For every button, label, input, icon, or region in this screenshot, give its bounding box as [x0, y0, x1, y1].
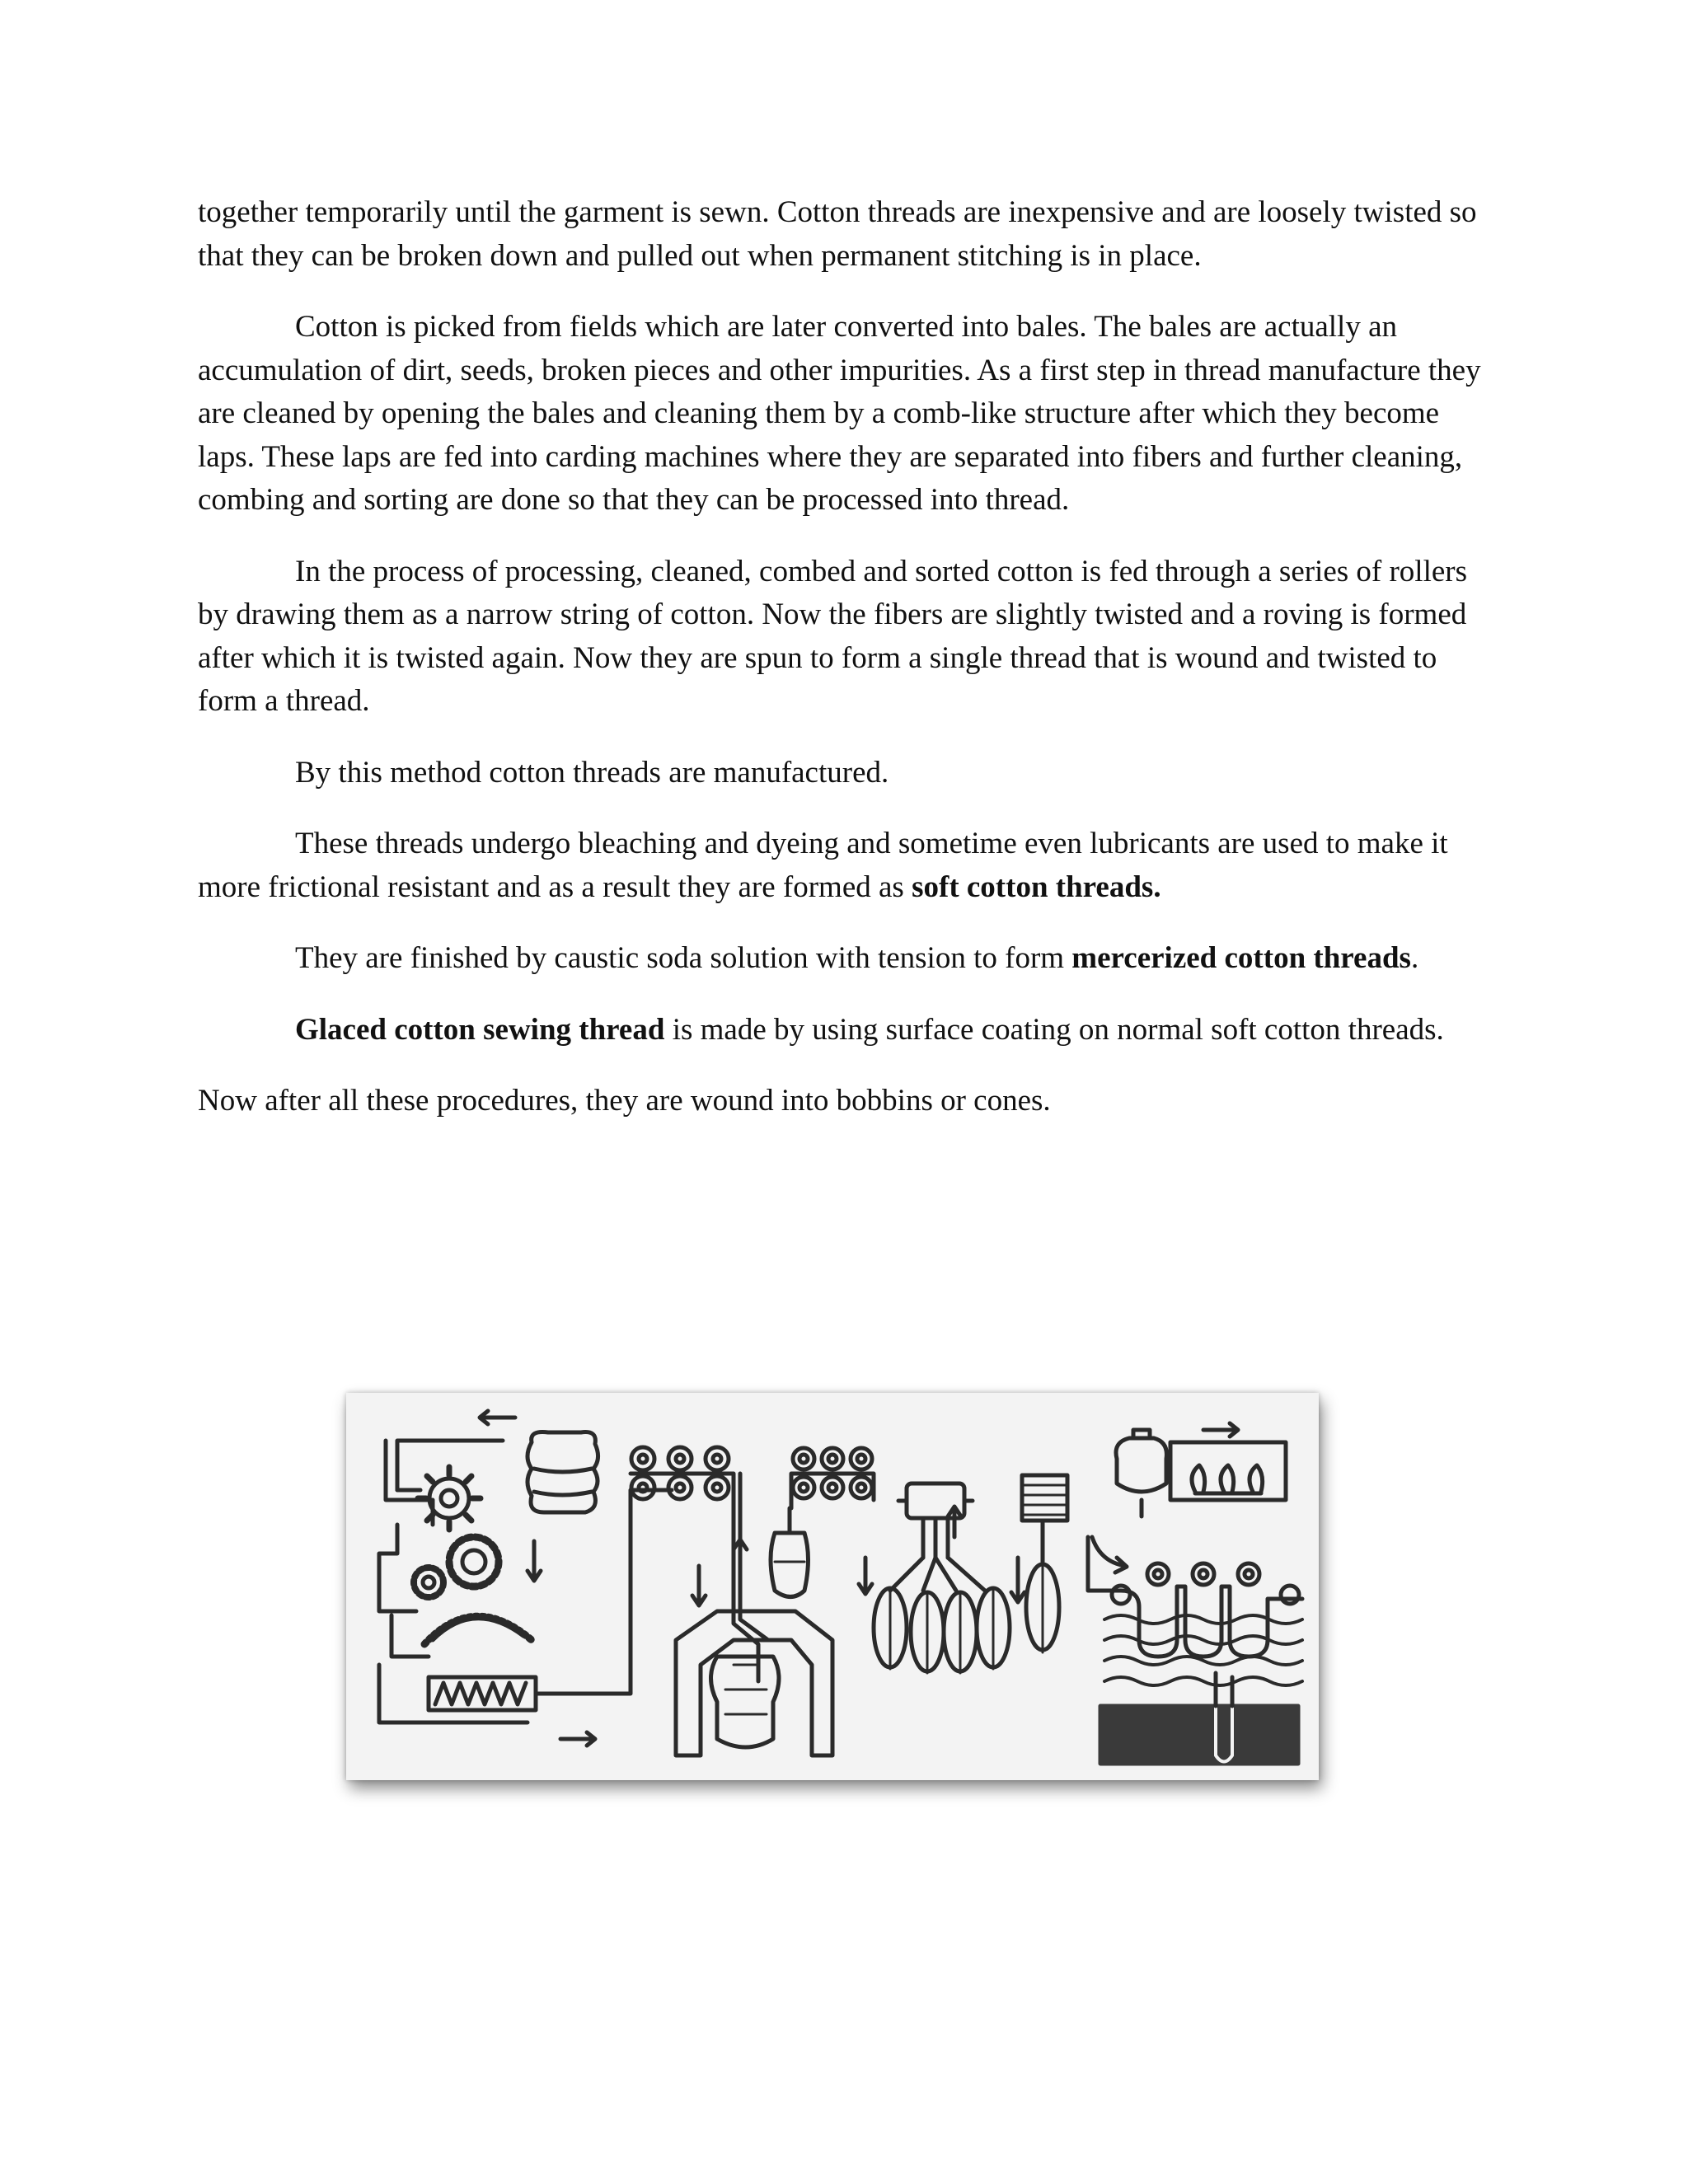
- paragraph-6-text: They are finished by caustic soda solution with tension to form: [295, 941, 1072, 975]
- spinning-spindle-icon: [1022, 1475, 1067, 1652]
- paragraph-7: [198, 1009, 1484, 1052]
- dye-bath-icon: [1104, 1615, 1302, 1685]
- glaced-cotton-thread-term: Glaced cotton sewing thread: [295, 1012, 665, 1047]
- bleaching-tank-icon: [1116, 1430, 1286, 1516]
- thread-manufacturing-process-diagram-icon: [346, 1393, 1319, 1780]
- paragraph-8: [198, 1080, 1484, 1123]
- paragraph-4-text: By this method cotton threads are manufactured.: [295, 755, 889, 790]
- paragraph-1-text: together temporarily until the garment is sewn. Cotton threads are inexpensive and are loosely twisted so that they can be broken down and pulled out when permanent stitching is in place.: [198, 195, 1477, 273]
- paragraph-3: [198, 551, 1484, 724]
- bobbin-icon: [771, 1508, 809, 1597]
- paragraph-1: [198, 191, 1484, 278]
- paragraph-2-text: Cotton is picked from fields which are later converted into bales. The bales are actually an accumulation of dirt, seeds, broken pieces and other impurities. As a first step in thread manufacture they are cleaned by opening the bales and cleaning them by a comb-like structure after which they become laps. These laps are fed into carding machines where they are separated into fibers and further cleaning, combing and sorting are done so that they can be processed into thread.: [198, 310, 1481, 517]
- paragraph-2: [198, 306, 1484, 523]
- paragraph-6-end: .: [1410, 941, 1419, 975]
- paragraph-7-text: is made by using surface coating on normal soft cotton threads.: [664, 1012, 1444, 1047]
- roving-bobbins-icon: [874, 1483, 1010, 1673]
- paragraph-8-text: Now after all these procedures, they are wound into bobbins or cones.: [198, 1084, 1051, 1118]
- roving-frame-icon: [676, 1611, 832, 1755]
- paragraph-5: [198, 823, 1484, 909]
- paragraph-4: [198, 752, 1484, 795]
- opener-gear-icon: [418, 1467, 481, 1530]
- bale-icon: [528, 1432, 598, 1513]
- soft-cotton-threads-term: soft cotton threads.: [912, 869, 1161, 904]
- carding-gears-icon: [414, 1537, 499, 1597]
- process-diagram-svg: [346, 1393, 1319, 1780]
- body-text: [198, 191, 1484, 1151]
- paragraph-6: [198, 937, 1484, 981]
- paragraph-3-text: In the process of processing, cleaned, combed and sorted cotton is fed through a series of rollers by drawing them as a narrow string of cotton. Now the fibers are slightly twisted and a roving is formed after which it is twisted again. Now they are spun to form a single thread that is wound and twisted to form a thread.: [198, 554, 1468, 718]
- mercerizing-bath-icon: [1100, 1706, 1298, 1764]
- paragraph-5-text: These threads undergo bleaching and dyeing and sometime even lubricants are used to make it more frictional resistant and as a result they are formed as: [198, 827, 1448, 904]
- mercerized-cotton-threads-term: mercerized cotton threads: [1071, 941, 1411, 975]
